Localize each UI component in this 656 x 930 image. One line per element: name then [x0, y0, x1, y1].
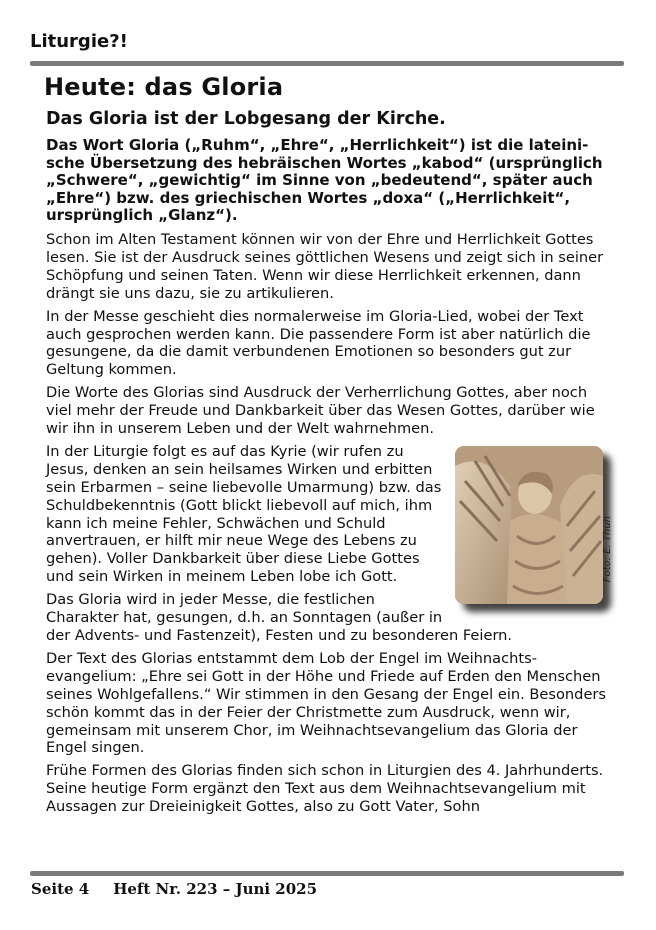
footer [31, 880, 317, 898]
paragraph: Frühe Formen des Glorias finden sich schon in Liturgien des 4. Jahrhunderts. Seine heutige Form ergänzt den Text aus dem Weihnachtsevangelium mit Aussagen zur Dreieinigkeit Gottes, also zu Gott Vater, Sohn [46, 762, 604, 816]
article-subtitle: Das Gloria ist der Lobgesang der Kirche. [46, 109, 446, 129]
paragraph: Die Worte des Glorias sind Ausdruck der Verherrlichung Gottes, aber noch viel mehr der Freude und Dankbarkeit über das Wesen Gottes, darüber wie wir ihn in unserem Leben und der Welt wahrnehmen. [46, 384, 595, 438]
photo-credit: Foto: E. Thun [602, 515, 614, 583]
paragraph: In der Liturgie folgt es auf das Kyrie (wir rufen zu Jesus, denken an sein heilsames Wirken und erbitten sein Erbarmen – seine liebevolle Umarmung) bzw. das Schuldbekenntnis (Gott blickt liebevoll auf mich, ihm kann ich meine Fehler, Schwächen und Schuld anvertrauen, er hilft mir neue Wege des Lebens zu gehen). Voller Dankbarkeit über diese Liebe Gottes und sein Wirken in meinem Leben lobe ich Gott. [46, 442, 442, 586]
page-number: Seite 4 [31, 880, 90, 898]
paragraph: Das Gloria wird in jeder Messe, die festlichen Charakter hat, gesungen, d.h. an Sonntagen (außer in der Advents- und Fastenzeit), Festen und zu besonderen Feiern. [46, 591, 513, 644]
paragraph: In der Messe geschieht dies normalerweise im Gloria-Lied, wobei der Text auch gesprochen werden kann. Die passendere Form ist aber natürlich die gesungene, da die damit verbundenen Emotionen so besonders gut zur Geltung kommen. [46, 307, 591, 379]
angel-statue-icon [455, 446, 603, 604]
paragraph: Schon im Alten Testament können wir von der Ehre und Herrlichkeit Gottes lesen. Sie ist der Ausdruck seines göttlichen Wesens und zeigt sich in seiner Schöpfung und seinen Taten. Wenn wir diese Herrlichkeit erkennen, dann drängt sie uns dazu, sie zu artikulieren. [46, 230, 604, 302]
article-body [46, 137, 614, 821]
section-label: Liturgie?! [30, 31, 128, 52]
lead-paragraph: Das Wort Gloria („Ruhm“, „Ehre“, „Herrlichkeit“) ist die lateinische Übersetzung des hebräischen Wortes „kabod“ (ursprünglich „Schwere“, „gewichtig“ im Sinne von „bedeutend“, später auch „Ehre“) bzw. des griechischen Wortes „doxa“ („Herrlichkeit“, ursprünglich „Glanz“). [46, 136, 603, 225]
paragraph: Der Text des Glorias entstammt dem Lob der Engel im Weihnachtsevangelium: „Ehre sei Gott in der Höhe und Friede auf Erden den Menschen seines Wohlgefallens.“ Wir stimmen in den Gesang der Engel ein. Besonders schön kommt das in der Feier der Christmette zum Ausdruck, wenn wir, gemeinsam mit unserem Chor, im Weihnachtsevangelium das Gloria der Engel singen. [46, 649, 607, 757]
issue-info: Heft Nr. 223 – Juni 2025 [113, 880, 318, 898]
header-rule [30, 61, 624, 66]
article-title: Heute: das Gloria [44, 73, 284, 101]
angel-statue-image [455, 446, 603, 604]
angel-photo [455, 446, 617, 614]
footer-rule [30, 871, 624, 876]
